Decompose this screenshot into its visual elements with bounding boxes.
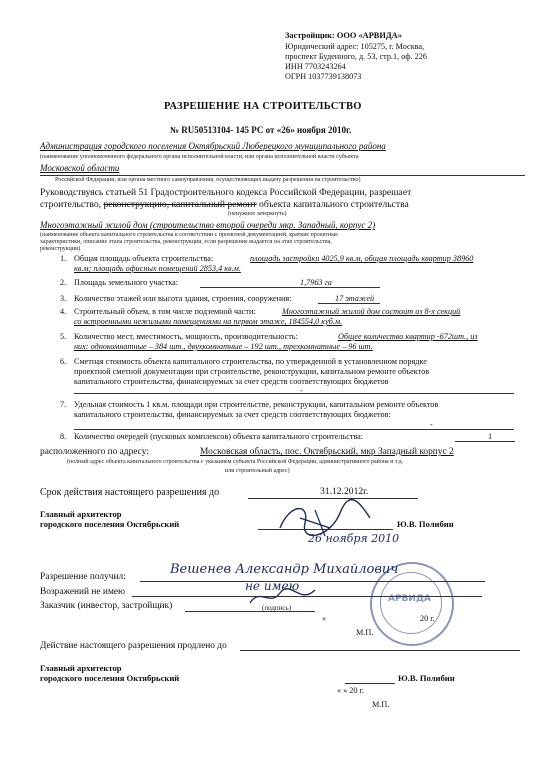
bottom-date: « » 20 г. — [337, 686, 364, 695]
object-caption-3: реконструкции) — [40, 246, 81, 252]
object-caption-2: характеристики, описание этапа строительства, реконструкции, если разрешение выдается на этап строительства, — [40, 239, 332, 245]
address-caption-1: (полный адрес объекта капитального строительства с указанием субъекта Российской Федерации, административного района и т.д. — [67, 459, 404, 465]
authority-caption: (наименование уполномоченного федерального органа исполнительной власти, или органа исполнительной власти субъекта — [40, 154, 359, 160]
chief2-org: городского поселения Октябрьский — [40, 673, 180, 683]
struck-text: реконструкцию, капитальный ремонт — [103, 199, 257, 210]
object-caption-1: (наименование объекта капитального строительства в соответствии с проектной документацией, краткие проектные — [40, 232, 338, 238]
item-value: них: однокомнатные – 384 шт., двухкомнатные – 192 шт., трехкомнатные – 96 шт. — [74, 342, 373, 351]
chief1-name: Ю.В. Полибин — [397, 519, 454, 529]
item-value: Многоэтажный жилой дом состоит из 8-х секций — [282, 307, 461, 316]
item-label: Удельная стоимость 1 кв.м. площади при строительстве, реконструкции, капитальном ремонте объектов — [74, 400, 439, 409]
item-label: Строительный объем, в том числе подземной части: — [74, 307, 256, 316]
extended-label: Действие настоящего разрешения продлено до — [40, 641, 227, 651]
developer-line1: Застройщик: ООО «АРВИДА» — [285, 31, 402, 40]
item-label: Сметная стоимость объекта капитального строительства, по утвержденной в установленном порядке — [74, 357, 427, 366]
page-title: РАЗРЕШЕНИЕ НА СТРОИТЕЛЬСТВО — [164, 101, 362, 112]
signature-caption: (подпись) — [262, 604, 292, 612]
developer-line5: ОГРН 1037739138073 — [285, 72, 362, 81]
item-value: со встроенными нежилыми помещениями на первом этаже, 184554,0 куб.м. — [74, 317, 343, 326]
item-number: 4. — [60, 307, 67, 316]
item-number: 2. — [60, 278, 67, 287]
quote-mark: « — [322, 614, 327, 623]
strike-caption: (ненужное зачеркнуть) — [228, 211, 287, 217]
year-suffix: 20 г. — [420, 614, 435, 623]
item-label: Количество этажей или высота здания, строения, сооружения: — [74, 294, 292, 303]
region-name: Московской области — [40, 163, 120, 173]
item-label: проектной сметной документации при строительстве, реконструкции, капитальном ремонте объектов — [74, 367, 430, 376]
developer-line2: Юридический адрес: 105275, г. Москва, — [285, 42, 425, 51]
chief2-name: Ю.В. Полибин — [398, 673, 455, 683]
company-stamp: АРВИДА — [370, 562, 454, 646]
item-value: - — [300, 386, 303, 395]
item-number: 6. — [60, 357, 67, 366]
chief1-title: Главный архитектор — [40, 509, 122, 519]
validity-value: 31.12.2012г. — [320, 486, 369, 497]
authority-name: Администрация городского поселения Октябрьский Люберецкого муниципального района — [40, 141, 386, 151]
no-objection-value: не имею — [245, 579, 300, 593]
item-value: 17 этажей — [335, 294, 375, 303]
item-label: Количество мест, вместимость, мощность, производительность: — [74, 332, 298, 341]
bottom-mp: М.П. — [372, 700, 390, 709]
address-label: расположенного по адресу: — [40, 447, 149, 457]
date-handwritten: 26 ноября 2010 — [308, 532, 400, 545]
item-value: Общее количество квартир -672шт., из — [338, 332, 478, 341]
item-label: Площадь земельного участка: — [74, 278, 179, 287]
address-value: Московская область, пос. Октябрьский, мкр Западный корпус 2 — [200, 447, 454, 457]
chief2-title: Главный архитектор — [40, 663, 122, 673]
received-label: Разрешение получил: — [40, 572, 126, 582]
guided-line2: строительство, реконструкцию, капитальный ремонт объекта капитального строительства — [40, 199, 409, 210]
received-value: Вешенев Александр Михайлович — [170, 562, 399, 577]
item-number: 3. — [60, 294, 67, 303]
address-caption-2: или строительный адрес) — [225, 468, 290, 474]
item-label: Количество очередей (пусковых комплексов) объекта капитального строительства: — [74, 432, 364, 441]
item-label: Общая площадь объекта строительства: — [74, 254, 214, 263]
item-value: 1 — [488, 432, 493, 441]
item-number: 5. — [60, 332, 67, 341]
guided-line1: Руководствуясь статьей 51 Градостроительного кодекса Российской Федерации, разрешает — [40, 187, 412, 198]
mp-label: М.П. — [356, 628, 374, 637]
chief1-org: городского поселения Октябрьский — [40, 519, 180, 529]
item-value: - — [430, 420, 433, 429]
no-objection-label: Возражений не имею — [40, 587, 126, 597]
validity-label: Срок действия настоящего разрешения до — [40, 487, 220, 498]
region-caption: Российской Федерации, или органа местного самоуправления, осуществляющих выдачу разрешения на строительство) — [55, 177, 361, 183]
item-number: 8. — [60, 432, 67, 441]
item-label: капитального строительства, финансируемых за счет средств соответствующих бюджетов — [74, 377, 389, 386]
item-label: капитального строительства, финансируемых за счет средств соответствующих бюджетов: — [74, 410, 391, 419]
permit-number: № RU50513104- 145 РС от «26» ноября 2010г. — [170, 125, 352, 135]
item-value: площадь застройки 4025,9 кв.м, общая площадь квартир 38960 — [250, 254, 474, 263]
item-value: 1,7963 га — [300, 278, 332, 287]
item-number: 1. — [60, 254, 67, 263]
item-value: кв.м; площадь офисных помещений 2853,4 кв.м. — [74, 264, 241, 273]
item-number: 7. — [60, 400, 67, 409]
customer-label: Заказчик (инвестор, застройщик) — [40, 601, 173, 611]
customer-signature — [245, 585, 320, 610]
developer-line3: проспект Буденного, д. 53, стр.1, оф. 226 — [285, 52, 427, 61]
object-name: Многоэтажный жилой дом (строительство второй очереди мкр. Западный, корпус 2) — [40, 220, 376, 230]
developer-line4: ИНН 7703243264 — [285, 62, 346, 71]
